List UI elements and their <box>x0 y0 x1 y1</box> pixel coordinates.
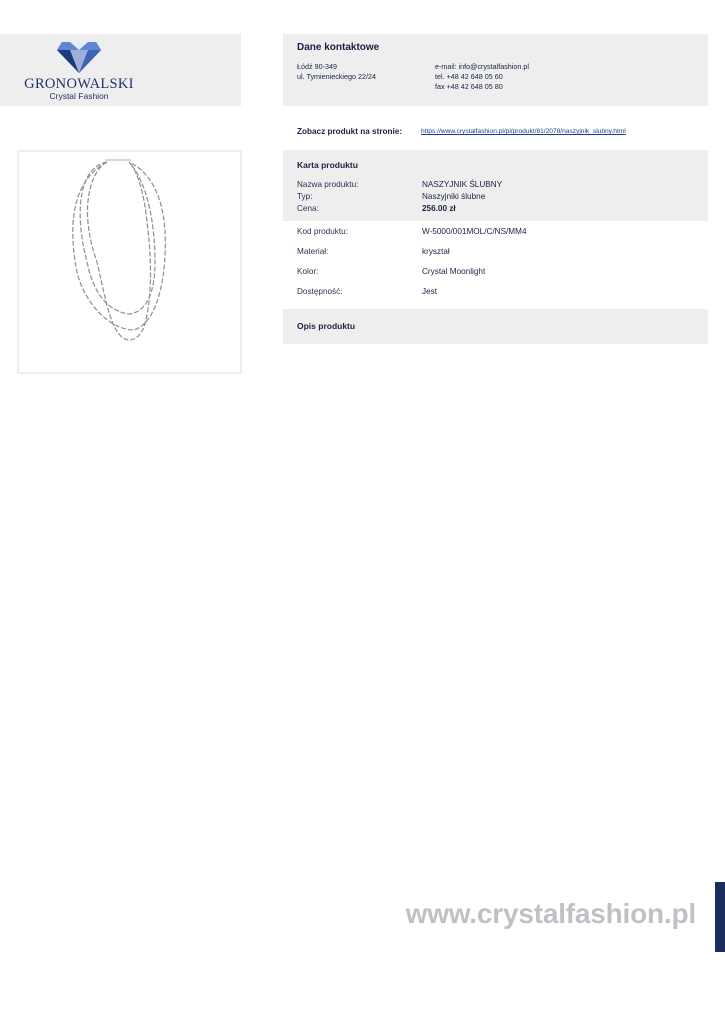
brand-tagline: Crystal Fashion <box>49 91 109 101</box>
detail-value: Jest <box>422 287 438 296</box>
product-price-value: 256.00 zł <box>422 204 456 213</box>
product-card <box>283 150 708 221</box>
footer-accent-bar <box>715 882 725 952</box>
address-line2: ul. Tymienieckiego 22/24 <box>297 72 376 81</box>
product-type-value: Naszyjniki ślubne <box>422 192 486 201</box>
detail-row <box>283 281 708 301</box>
see-product-label: Zobacz produkt na stronie: <box>297 127 403 136</box>
contact-phone: tel. +48 42 648 05 60 <box>435 72 503 81</box>
logo-panel <box>0 34 241 106</box>
detail-value: kryształ <box>422 247 450 256</box>
product-image <box>17 150 242 374</box>
detail-value: Crystal Moonlight <box>422 267 486 276</box>
detail-label: Materiał: <box>297 247 329 256</box>
product-name-value: NASZYJNIK ŚLUBNY <box>422 180 503 189</box>
product-price-label: Cena: <box>297 204 319 213</box>
contact-title: Dane kontaktowe <box>297 42 380 53</box>
product-url-link[interactable]: https://www.crystalfashion.pl/pl/produkt/81/2078/naszyjnik_slubny.html <box>421 128 626 135</box>
detail-label: Kolor: <box>297 267 319 276</box>
brand-name: GRONOWALSKI <box>24 76 134 92</box>
contact-fax: fax +48 42 648 05 80 <box>435 82 503 91</box>
diamond-icon <box>56 40 102 74</box>
contact-panel <box>283 34 708 106</box>
detail-row <box>283 241 708 262</box>
detail-value: W-5000/001MOL/C/NS/MM4 <box>422 227 527 236</box>
necklace-image <box>19 152 240 372</box>
detail-label: Dostępność: <box>297 287 343 296</box>
detail-row <box>283 221 708 242</box>
detail-label: Kod produktu: <box>297 227 348 236</box>
detail-row <box>283 261 708 282</box>
footer-website[interactable]: www.crystalfashion.pl <box>405 898 696 929</box>
product-type-label: Typ: <box>297 192 313 201</box>
contact-email[interactable]: e-mail: info@crystalfashion.pl <box>435 62 529 71</box>
address-line1: Łódź 90-349 <box>297 62 337 71</box>
description-title: Opis produktu <box>297 321 356 331</box>
description-panel <box>283 309 708 344</box>
product-card-title: Karta produktu <box>297 160 358 170</box>
product-name-label: Nazwa produktu: <box>297 180 359 189</box>
